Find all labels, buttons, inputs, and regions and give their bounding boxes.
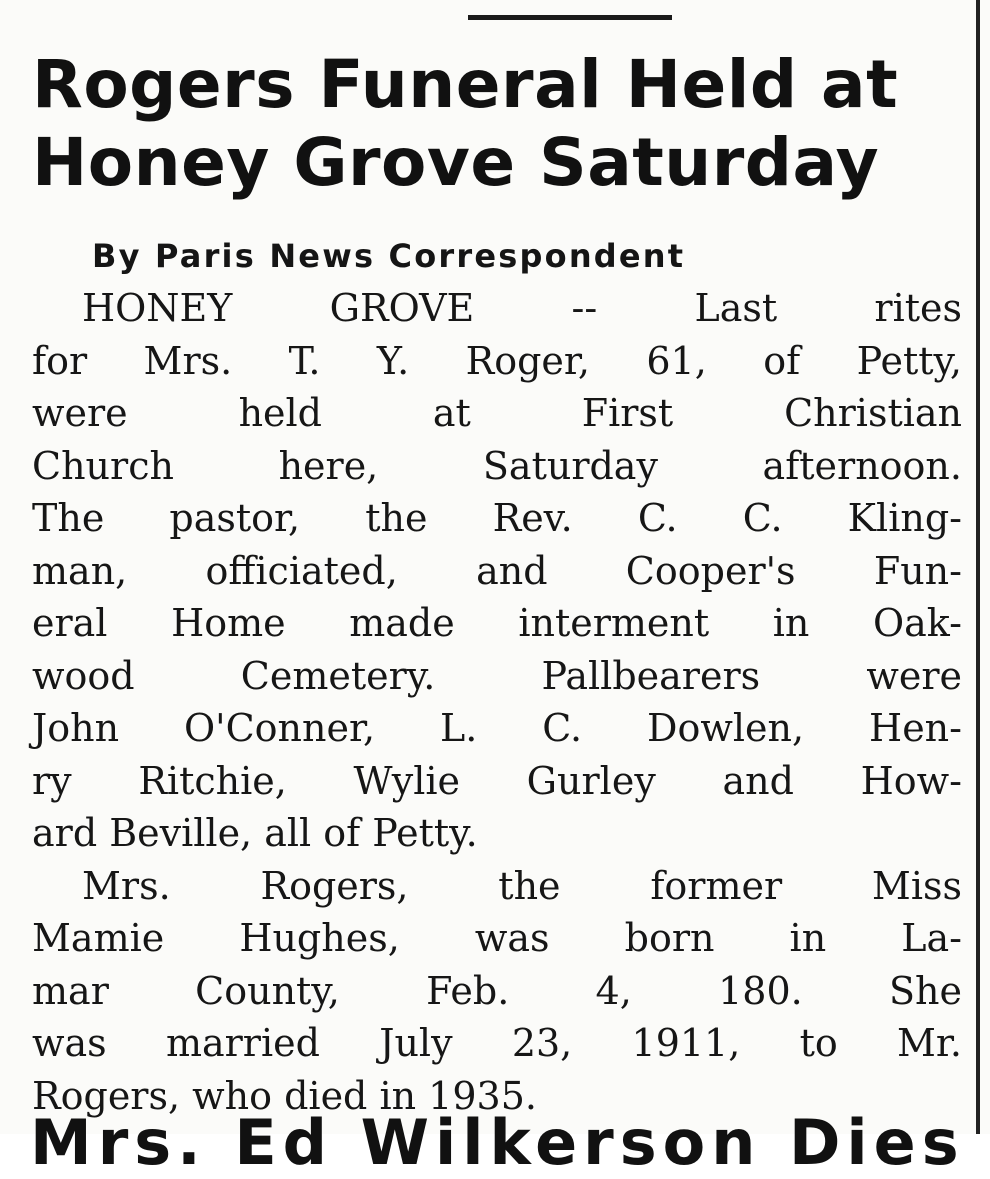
body-line: was married July 23, 1911, to Mr. bbox=[32, 1021, 962, 1065]
body-line: Mamie Hughes, was born in La- bbox=[32, 916, 962, 960]
column-border-rule bbox=[976, 0, 980, 1134]
paragraph-1 bbox=[32, 282, 962, 860]
body-line: The pastor, the Rev. C. C. Kling- bbox=[32, 496, 962, 540]
body-line: mar County, Feb. 4, 180. She bbox=[32, 968, 962, 1013]
body-line: ry Ritchie, Wylie Gurley and How- bbox=[32, 758, 962, 803]
body-line: ard Beville, all of Petty. bbox=[32, 811, 478, 855]
body-line: Mrs. Rogers, the former Miss bbox=[82, 863, 962, 908]
next-article-headline-cut: Mrs. Ed Wilkerson Dies bbox=[30, 1106, 965, 1179]
body-line: man, officiated, and Cooper's Fun- bbox=[32, 548, 962, 593]
body-line: eral Home made interment in Oak- bbox=[32, 601, 962, 645]
headline bbox=[32, 46, 967, 202]
byline: By Paris News Correspondent bbox=[92, 237, 686, 275]
body-line: HONEY GROVE -- Last rites bbox=[82, 286, 962, 330]
article-body bbox=[32, 282, 962, 1122]
body-line: Rogers, who died in 1935. bbox=[32, 1073, 537, 1118]
headline-line-1: Rogers Funeral Held at bbox=[32, 46, 899, 123]
body-line: were held at First Christian bbox=[32, 391, 962, 435]
body-line: Church here, Saturday afternoon. bbox=[32, 443, 962, 488]
headline-line-2: Honey Grove Saturday bbox=[32, 124, 880, 201]
body-line: for Mrs. T. Y. Roger, 61, of Petty, bbox=[32, 338, 962, 383]
body-line: John O'Conner, L. C. Dowlen, Hen- bbox=[32, 706, 962, 750]
top-divider-rule bbox=[468, 15, 672, 20]
body-line: wood Cemetery. Pallbearers were bbox=[32, 653, 962, 698]
paragraph-2 bbox=[32, 860, 962, 1123]
